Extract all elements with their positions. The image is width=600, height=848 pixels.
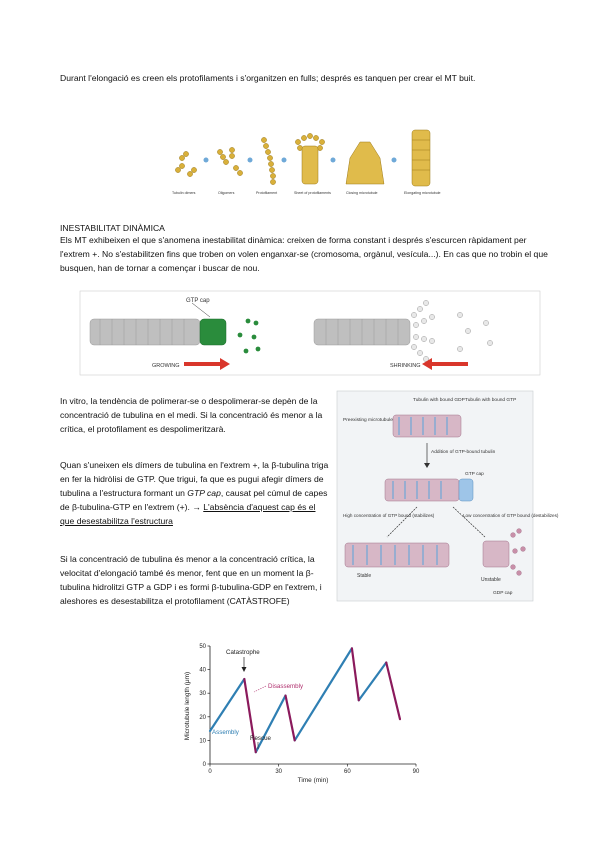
gtp-cap-term: GTP cap (187, 488, 221, 498)
label-gtp-cap: GTP cap (465, 472, 484, 477)
label-tubulin-gdp: Tubulin with bound GDP (413, 398, 465, 403)
y-tick-label: 10 (199, 738, 206, 745)
gtp-cap-conclusion: L'absència d'aquest cap és el que desestabilitza l'estructura (60, 502, 316, 526)
x-tick-label: 60 (343, 769, 351, 775)
label-tubulin-gtp: Tubulin with bound GTP (465, 398, 517, 403)
y-tick-label: 50 (199, 644, 206, 650)
gtp-cap-label: GTP cap (186, 298, 210, 304)
stage-label: Elongating microtubule (404, 191, 441, 195)
y-axis-label: Microtubule length (μm) (184, 671, 191, 741)
x-tick-label: 0 (208, 769, 212, 775)
oligomers-drawing (217, 147, 242, 175)
capped-microtubule (385, 479, 473, 501)
assembly-segment (359, 663, 386, 701)
elongating-microtubule-drawing (412, 130, 430, 186)
stage-label: Closing microtubule (346, 191, 378, 195)
oligomer-arrow-dot (248, 158, 253, 163)
stage-label: Oligomers (218, 191, 235, 195)
shrinking-label: SHRINKING (390, 363, 421, 369)
x-tick-label: 30 (275, 769, 283, 775)
annotation-assembly: Assembly (212, 729, 239, 736)
section-title: INESTABILITAT DINÀMICA (60, 223, 165, 233)
gtp-cap-text-1: Quan s'uneixen els dímers de tubulina en l'extrem +, la β-tubulina triga en fer la hidròlisi de GTP. Que trigui, fa que es pugui afegir dímers de tubulina a l'estructura formant un (60, 460, 329, 498)
label-gdp-cap: GDP cap (493, 591, 513, 596)
disassembly-segment (286, 696, 295, 741)
y-tick-label: 40 (199, 667, 206, 674)
figure-elongation-stages (170, 128, 446, 204)
label-high-concentration: High concentration of GTP bound (stabilizes) (343, 513, 435, 518)
stable-microtubule (345, 543, 449, 567)
preexisting-microtubule (393, 415, 461, 437)
stage-label: Sheet of protofilaments (294, 191, 331, 195)
assembly-segment (210, 679, 244, 731)
annotation-disassembly: Disassembly (268, 683, 304, 690)
gtp-cap-text-2: , causat pel cúmul de capes de β-tubulina-GTP en l'extrem (+). → (60, 488, 328, 512)
figure-gtp-cap-stability (337, 391, 559, 601)
label-preexisting: Preexisting microtubule (343, 418, 393, 423)
closing-arrow-dot (392, 158, 397, 163)
x-tick-label: 90 (412, 769, 420, 775)
x-axis-label: Time (min) (297, 777, 329, 784)
assembly-segment (295, 648, 352, 740)
y-tick-label: 0 (202, 762, 206, 768)
y-tick-label: 30 (199, 691, 206, 698)
stage-label: Tubulin dimers (172, 191, 196, 195)
intro-text: Durant l'elongació es creen els protofilaments i s'organitzen en fulls; després es tanquen per crear el MT buit. (60, 73, 476, 83)
label-stable: Stable (357, 573, 372, 579)
disassembly-segment (352, 648, 359, 700)
disassembly-segment (386, 663, 400, 720)
label-unstable: Unstable (481, 577, 501, 583)
figure-growing-shrinking (80, 291, 540, 375)
sheet-arrow-dot (331, 158, 336, 163)
growing-label: GROWING (152, 363, 180, 369)
paragraph-catastrophe: Si la concentració de tubulina és menor a la concentració crítica, la velocitat d'elongació també és menor, fent que en un moment la β-tubulina hidrolitzi GTP a GDP i es formi β-tubulina-GDP en l'extrem, i aleshores es desestabilitza el protofilament (CATÀSTROFE) (60, 554, 322, 606)
paragraph-gtp-cap (60, 458, 330, 528)
section-paragraph: Els MT exhibeixen el que s'anomena inestabilitat dinàmica: creixen de forma constant i després s'escurcen ràpidament per l'extrem +. No s'estabilitzen fins que troben on volen enganxar-se (cromosoma, orgànul, vesícula...). En cas que no trobin el que busquen, han de tornar a començar i buscar de nou. (60, 235, 548, 273)
label-addition: Addition of GTP-bound tubulin (431, 450, 496, 455)
paragraph-in-vitro: In vitro, la tendència de polimerar-se o despolimerar-se depèn de la concentració de tubulina en el medi. Si la concentració és menor a la crítica, el protofilament es despolimeritzarà. (60, 396, 323, 434)
assembly-segment (256, 696, 286, 753)
y-tick-label: 20 (199, 714, 206, 721)
protofilament-arrow-dot (282, 158, 287, 163)
annotation-catastrophe: Catastrophe (226, 649, 260, 656)
protofilament-drawing (261, 137, 275, 184)
microtubule-length-chart (180, 636, 430, 784)
annotation-rescue: Rescue (250, 735, 271, 742)
tubulin-dimers-drawing (175, 151, 196, 176)
closing-microtubule-drawing (346, 142, 384, 184)
dimer-arrow-dot (204, 158, 209, 163)
stage-label: Protofilament (256, 191, 278, 195)
sheet-drawing (295, 133, 324, 184)
label-low-concentration: Low concentration of GTP bound (destabilizes) (463, 513, 559, 518)
